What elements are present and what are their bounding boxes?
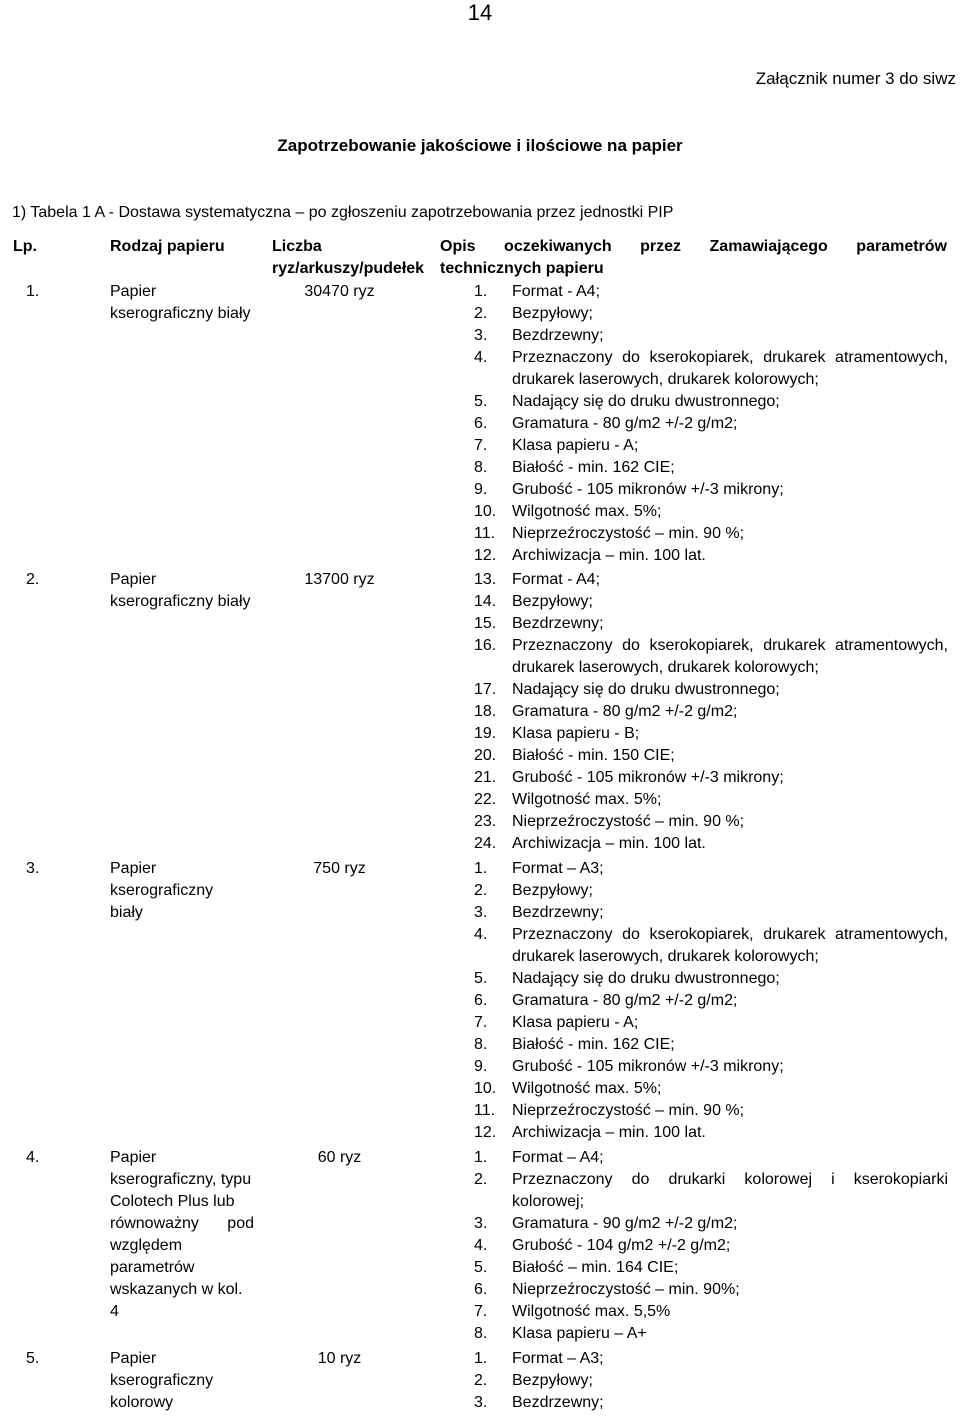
header-description-word: parametrów — [856, 238, 947, 255]
paper-name-line: Papier — [110, 1149, 157, 1166]
header-lp: Lp. — [13, 238, 37, 255]
header-description — [440, 236, 947, 258]
header-description-word: przez — [640, 238, 682, 255]
row-3-paper-name — [110, 858, 254, 924]
paper-name-line: kserograficzny — [110, 1372, 214, 1389]
spec-item: 20. Białość - min. 150 CIE; — [474, 747, 675, 764]
spec-item: 8. Białość - min. 162 CIE; — [474, 459, 675, 476]
table-caption: 1) Tabela 1 A - Dostawa systematyczna – po zgłoszeniu zapotrzebowania przez jednostki PIP — [12, 204, 674, 221]
spec-item: 4. Grubość - 104 g/m2 +/-2 g/m2; — [474, 1237, 731, 1254]
spec-item: 12. Archiwizacja – min. 100 lat. — [474, 547, 706, 564]
row-2-paper-name — [110, 569, 254, 613]
row-1-quantity: 30470 ryz — [304, 283, 375, 300]
row-2-lp: 2. — [26, 571, 40, 588]
paper-name-line: kserograficzny, typu — [110, 1171, 252, 1188]
spec-item: 10. Wilgotność max. 5%; — [474, 1080, 662, 1097]
spec-item: 1. Format – A4; — [474, 1149, 604, 1166]
row-4-quantity: 60 ryz — [317, 1149, 362, 1166]
paper-name-line: kolorowy — [110, 1394, 174, 1411]
paper-name-line: kserograficzny biały — [110, 305, 251, 322]
spec-item: 8. Białość - min. 162 CIE; — [474, 1036, 675, 1053]
spec-item: 6. Gramatura - 80 g/m2 +/-2 g/m2; — [474, 992, 738, 1009]
spec-item: 1. Format - A4; — [474, 283, 601, 300]
spec-item: 5. Białość – min. 164 CIE; — [474, 1259, 679, 1276]
row-5-quantity: 10 ryz — [317, 1350, 362, 1367]
row-2-spec-list — [474, 569, 948, 855]
row-5-lp: 5. — [26, 1350, 40, 1367]
row-4-spec-list — [474, 1147, 948, 1345]
spec-item: 16. Przeznaczony do kserokopiarek, drukarek atramentowych, drukarek laserowych, drukarek kolorowych; — [474, 637, 948, 676]
spec-item: 5. Nadający się do druku dwustronnego; — [474, 970, 780, 987]
spec-item: 19. Klasa papieru - B; — [474, 725, 640, 742]
spec-item: 22. Wilgotność max. 5%; — [474, 791, 662, 808]
header-description-word: Zamawiającego — [709, 238, 828, 255]
paper-name-line: Papier — [110, 283, 157, 300]
spec-item: 7. Wilgotność max. 5,5% — [474, 1303, 671, 1320]
row-5-paper-name — [110, 1348, 254, 1414]
document-title: Zapotrzebowanie jakościowe i ilościowe na papier — [277, 136, 683, 155]
spec-item: 8. Klasa papieru – A+ — [474, 1325, 647, 1342]
spec-item: 3. Bezdrzewny; — [474, 1394, 604, 1411]
paper-name-line: kserograficzny — [110, 882, 214, 899]
spec-item: 4. Przeznaczony do kserokopiarek, drukarek atramentowych, drukarek laserowych, drukarek kolorowych; — [474, 926, 948, 965]
page-number: 14 — [467, 0, 493, 25]
paper-name-line: wskazanych w kol. — [110, 1281, 243, 1298]
spec-item: 4. Przeznaczony do kserokopiarek, drukarek atramentowych, drukarek laserowych, drukarek kolorowych; — [474, 349, 948, 388]
spec-item: 24. Archiwizacja – min. 100 lat. — [474, 835, 706, 852]
paper-name-line: Papier — [110, 860, 157, 877]
spec-item: 17. Nadający się do druku dwustronnego; — [474, 681, 780, 698]
spec-item: 2. Bezpyłowy; — [474, 882, 593, 899]
spec-item: 6. Nieprzeźroczystość – min. 90%; — [474, 1281, 740, 1298]
paper-name-line: względem — [110, 1237, 183, 1254]
spec-item: 13. Format - A4; — [474, 571, 601, 588]
spec-item: 18. Gramatura - 80 g/m2 +/-2 g/m2; — [474, 703, 738, 720]
row-2-quantity: 13700 ryz — [304, 571, 375, 588]
paper-name-line: Colotech Plus lub — [110, 1193, 235, 1210]
spec-item: 11. Nieprzeźroczystość – min. 90 %; — [474, 525, 745, 542]
spec-item: 9. Grubość - 105 mikronów +/-3 mikrony; — [474, 481, 784, 498]
paper-name-line: równoważny pod — [110, 1215, 254, 1232]
header-quantity-unit: ryz/arkuszy/pudełek — [272, 260, 425, 277]
spec-item: 3. Bezdrzewny; — [474, 327, 604, 344]
spec-item: 11. Nieprzeźroczystość – min. 90 %; — [474, 1102, 745, 1119]
row-1-paper-name — [110, 281, 254, 325]
annex-label: Załącznik numer 3 do siwz — [755, 69, 956, 88]
spec-item: 5. Nadający się do druku dwustronnego; — [474, 393, 780, 410]
spec-item: 7. Klasa papieru - A; — [474, 1014, 639, 1031]
spec-item: 1. Format – A3; — [474, 860, 604, 877]
header-quantity: Liczba — [272, 238, 322, 255]
row-1-spec-list — [474, 281, 948, 567]
paper-name-line: parametrów — [110, 1259, 195, 1276]
paper-name-line: kserograficzny biały — [110, 593, 251, 610]
row-3-quantity: 750 ryz — [313, 860, 366, 877]
row-5-spec-list — [474, 1348, 948, 1414]
spec-item: 6. Gramatura - 80 g/m2 +/-2 g/m2; — [474, 415, 738, 432]
row-4-lp: 4. — [26, 1149, 40, 1166]
spec-item: 12. Archiwizacja – min. 100 lat. — [474, 1124, 706, 1141]
header-description-line2: technicznych papieru — [440, 260, 604, 277]
row-4-paper-name — [110, 1147, 254, 1323]
spec-item: 2. Przeznaczony do drukarki kolorowej i kserokopiarki kolorowej; — [474, 1171, 948, 1210]
header-paper-type: Rodzaj papieru — [110, 238, 225, 255]
paper-name-line: biały — [110, 904, 143, 921]
spec-item: 23. Nieprzeźroczystość – min. 90 %; — [474, 813, 745, 830]
row-1-lp: 1. — [26, 283, 40, 300]
spec-item: 14. Bezpyłowy; — [474, 593, 593, 610]
spec-item: 15. Bezdrzewny; — [474, 615, 604, 632]
spec-item: 3. Bezdrzewny; — [474, 904, 604, 921]
spec-item: 2. Bezpyłowy; — [474, 305, 593, 322]
spec-item: 21. Grubość - 105 mikronów +/-3 mikrony; — [474, 769, 784, 786]
spec-item: 10. Wilgotność max. 5%; — [474, 503, 662, 520]
paper-name-line: 4 — [110, 1303, 119, 1320]
spec-item: 1. Format – A3; — [474, 1350, 604, 1367]
paper-name-line: Papier — [110, 1350, 157, 1367]
spec-item: 7. Klasa papieru - A; — [474, 437, 639, 454]
row-3-spec-list — [474, 858, 948, 1144]
row-3-lp: 3. — [26, 860, 40, 877]
header-description-word: oczekiwanych — [504, 238, 612, 255]
header-description-word: Opis — [440, 238, 476, 255]
paper-name-line: Papier — [110, 571, 157, 588]
spec-item: 2. Bezpyłowy; — [474, 1372, 593, 1389]
spec-item: 9. Grubość - 105 mikronów +/-3 mikrony; — [474, 1058, 784, 1075]
spec-item: 3. Gramatura - 90 g/m2 +/-2 g/m2; — [474, 1215, 738, 1232]
